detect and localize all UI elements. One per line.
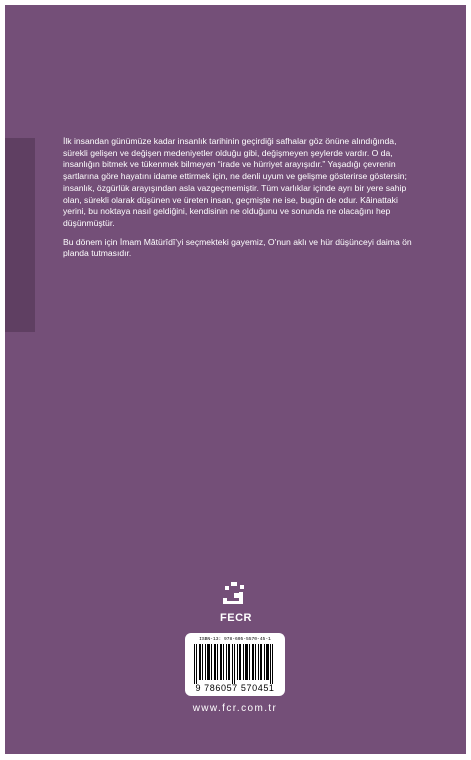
fecr-logo-icon: [210, 580, 262, 612]
back-cover: [5, 5, 466, 754]
side-color-bar: [5, 138, 35, 332]
barcode-bars-icon: [192, 644, 278, 684]
publisher-logo-text: FECR: [220, 612, 252, 624]
publisher-website: www.fcr.com.tr: [192, 703, 278, 714]
barcode-digits: 9 786057 570451: [195, 683, 275, 693]
blurb-paragraph-1: İlk insandan günümüze kadar insanlık tarihinin geçirdiği safhalar göz önüne alındığında, sürekli gelişen ve değişen medeniyetler olduğu gibi, değişmeyen şeylerde vardır. O da, insanlığın bitmek ve tükenmek bilmeyen “irade ve hürriyet arayışıdır.” Yaşadığı çevrenin şartlarına göre hayatını idame ettirmek için, ne denli uyum ve gelişme gösterirse göstersin; insanlık, özgürlük arayışından asla vazgeçmemiştir. Tüm varlıklar içinde ayrı bir yere sahip olan, sürekli olarak düşünen ve üreten insan, geçmişte ne ise, bugün de odur. Kâinattaki yerini, bu noktaya nasıl geldiğini, kendisinin ne olduğunu ve sonunda ne olacağını hep düşünmüştür.: [63, 136, 407, 228]
publisher-logo: [210, 580, 262, 626]
blurb-text: [63, 136, 413, 267]
isbn-number: ISBN-13: 978-605-5570-45-1: [199, 637, 271, 642]
blurb-paragraph-2: Bu dönem için İmam Mâtürîdî’yi seçmekteki gayemiz, O’nun aklı ve hür düşünceyi daima ön planda tutmasıdır.: [63, 236, 412, 259]
isbn-barcode: [185, 633, 285, 696]
